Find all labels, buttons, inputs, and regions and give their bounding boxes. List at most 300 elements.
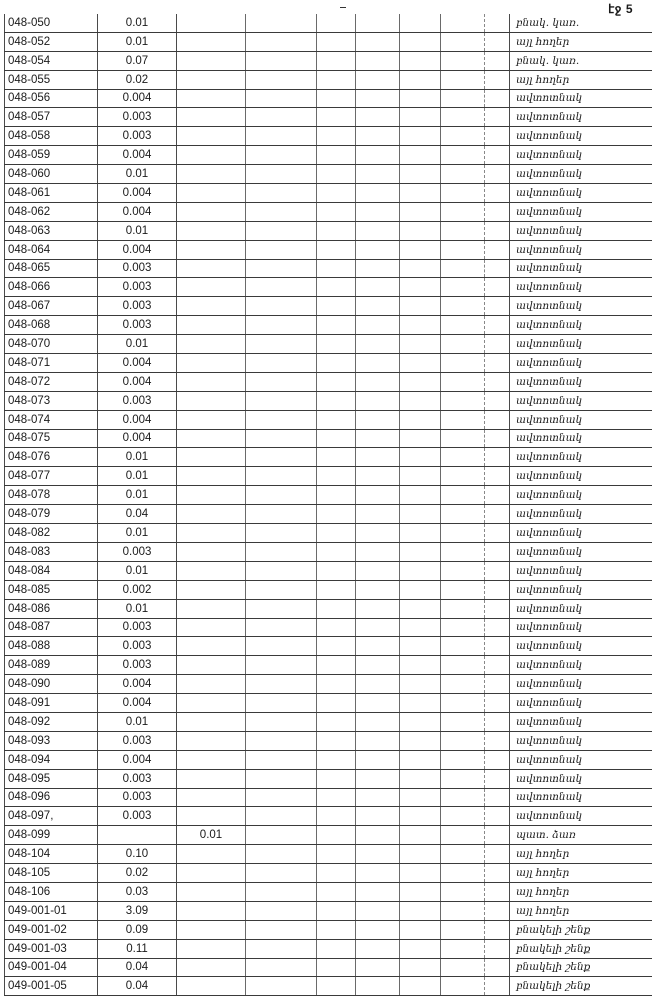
blank-cell <box>317 335 356 354</box>
blank-cell <box>400 826 441 845</box>
land-use-cell: ավտոտնակ <box>510 278 652 297</box>
table-row <box>5 845 652 864</box>
blank-cell <box>441 542 485 561</box>
table-row <box>5 731 652 750</box>
blank-cell <box>441 51 485 70</box>
blank-cell <box>246 202 317 221</box>
table-row <box>5 335 652 354</box>
blank-cell <box>246 240 317 259</box>
blank-cell <box>441 864 485 883</box>
table-row <box>5 599 652 618</box>
blank-cell <box>356 505 400 524</box>
blank-cell <box>400 599 441 618</box>
land-use-cell: ավտոտնակ <box>510 542 652 561</box>
extra-area-cell <box>177 505 246 524</box>
blank-cell <box>485 70 510 89</box>
blank-cell <box>485 32 510 51</box>
blank-cell <box>441 637 485 656</box>
blank-cell <box>356 656 400 675</box>
table-row <box>5 864 652 883</box>
land-use-cell: այլ հողեր <box>510 901 652 920</box>
blank-cell <box>246 127 317 146</box>
blank-cell <box>317 240 356 259</box>
blank-cell <box>246 882 317 901</box>
blank-cell <box>246 769 317 788</box>
area-cell: 0.003 <box>98 618 177 637</box>
blank-cell <box>485 977 510 996</box>
area-cell: 0.003 <box>98 769 177 788</box>
blank-cell <box>485 788 510 807</box>
area-cell: 0.003 <box>98 656 177 675</box>
blank-cell <box>441 146 485 165</box>
blank-cell <box>400 221 441 240</box>
extra-area-cell <box>177 448 246 467</box>
parcel-code-cell: 048-057 <box>5 108 98 127</box>
blank-cell <box>246 259 317 278</box>
blank-cell <box>356 977 400 996</box>
blank-cell <box>400 731 441 750</box>
area-cell <box>98 826 177 845</box>
blank-cell <box>317 920 356 939</box>
blank-cell <box>356 278 400 297</box>
blank-cell <box>485 580 510 599</box>
blank-cell <box>485 127 510 146</box>
blank-cell <box>356 146 400 165</box>
blank-cell <box>441 505 485 524</box>
extra-area-cell <box>177 32 246 51</box>
table-row <box>5 505 652 524</box>
area-cell: 0.003 <box>98 259 177 278</box>
table-row <box>5 32 652 51</box>
table-row <box>5 712 652 731</box>
extra-area-cell <box>177 788 246 807</box>
blank-cell <box>400 391 441 410</box>
blank-cell <box>317 864 356 883</box>
land-use-cell: ավտոտնակ <box>510 429 652 448</box>
land-use-cell: բնակ. կառ. <box>510 51 652 70</box>
blank-cell <box>246 108 317 127</box>
area-cell: 0.01 <box>98 335 177 354</box>
blank-cell <box>317 845 356 864</box>
table-row <box>5 750 652 769</box>
blank-cell <box>400 108 441 127</box>
blank-cell <box>441 524 485 543</box>
area-cell: 0.003 <box>98 788 177 807</box>
parcel-code-cell: 049-001-01 <box>5 901 98 920</box>
extra-area-cell <box>177 750 246 769</box>
table-row <box>5 769 652 788</box>
blank-cell <box>317 524 356 543</box>
extra-area-cell <box>177 221 246 240</box>
blank-cell <box>356 599 400 618</box>
blank-cell <box>400 505 441 524</box>
blank-cell <box>317 448 356 467</box>
blank-cell <box>485 89 510 108</box>
blank-cell <box>246 146 317 165</box>
blank-cell <box>400 901 441 920</box>
table-row <box>5 14 652 32</box>
blank-cell <box>485 901 510 920</box>
blank-cell <box>485 14 510 32</box>
area-cell: 0.004 <box>98 184 177 203</box>
blank-cell <box>441 297 485 316</box>
blank-cell <box>356 864 400 883</box>
blank-cell <box>246 467 317 486</box>
blank-cell <box>356 127 400 146</box>
blank-cell <box>400 165 441 184</box>
land-use-cell: ավտոտնակ <box>510 618 652 637</box>
area-cell: 0.01 <box>98 32 177 51</box>
land-use-cell: ավտոտնակ <box>510 750 652 769</box>
blank-cell <box>441 89 485 108</box>
blank-cell <box>400 429 441 448</box>
table-row <box>5 70 652 89</box>
table-row <box>5 807 652 826</box>
blank-cell <box>317 675 356 694</box>
blank-cell <box>246 51 317 70</box>
area-cell: 0.003 <box>98 127 177 146</box>
blank-cell <box>246 826 317 845</box>
blank-cell <box>485 505 510 524</box>
blank-cell <box>441 127 485 146</box>
blank-cell <box>441 845 485 864</box>
blank-cell <box>400 51 441 70</box>
land-use-cell: ավտոտնակ <box>510 240 652 259</box>
blank-cell <box>400 372 441 391</box>
blank-cell <box>356 845 400 864</box>
extra-area-cell <box>177 70 246 89</box>
blank-cell <box>441 731 485 750</box>
blank-cell <box>317 89 356 108</box>
parcel-code-cell: 048-084 <box>5 561 98 580</box>
parcel-code-cell: 048-088 <box>5 637 98 656</box>
land-use-cell: ավտոտնակ <box>510 202 652 221</box>
blank-cell <box>485 278 510 297</box>
extra-area-cell <box>177 278 246 297</box>
blank-cell <box>441 580 485 599</box>
extra-area-cell <box>177 712 246 731</box>
extra-area-cell <box>177 807 246 826</box>
blank-cell <box>246 864 317 883</box>
area-cell: 0.01 <box>98 165 177 184</box>
area-cell: 0.01 <box>98 486 177 505</box>
blank-cell <box>400 807 441 826</box>
land-use-cell: ավտոտնակ <box>510 146 652 165</box>
blank-cell <box>246 70 317 89</box>
blank-cell <box>356 561 400 580</box>
area-cell: 0.004 <box>98 410 177 429</box>
blank-cell <box>441 939 485 958</box>
land-use-cell: ավտոտնակ <box>510 467 652 486</box>
parcel-code-cell: 048-064 <box>5 240 98 259</box>
parcel-code-cell: 048-105 <box>5 864 98 883</box>
parcel-code-cell: 048-106 <box>5 882 98 901</box>
blank-cell <box>400 524 441 543</box>
blank-cell <box>246 391 317 410</box>
parcel-code-cell: 048-056 <box>5 89 98 108</box>
blank-cell <box>246 278 317 297</box>
blank-cell <box>485 618 510 637</box>
parcel-code-cell: 048-067 <box>5 297 98 316</box>
blank-cell <box>317 939 356 958</box>
blank-cell <box>441 694 485 713</box>
blank-cell <box>356 524 400 543</box>
table-row <box>5 240 652 259</box>
blank-cell <box>246 939 317 958</box>
area-cell: 0.003 <box>98 731 177 750</box>
extra-area-cell <box>177 561 246 580</box>
blank-cell <box>441 467 485 486</box>
extra-area-cell <box>177 14 246 32</box>
blank-cell <box>317 694 356 713</box>
blank-cell <box>356 712 400 731</box>
blank-cell <box>441 807 485 826</box>
land-use-cell: ավտոտնակ <box>510 89 652 108</box>
table-row <box>5 901 652 920</box>
blank-cell <box>485 297 510 316</box>
blank-cell <box>317 826 356 845</box>
area-cell: 0.003 <box>98 108 177 127</box>
blank-cell <box>246 788 317 807</box>
extra-area-cell <box>177 354 246 373</box>
blank-cell <box>441 165 485 184</box>
blank-cell <box>246 410 317 429</box>
blank-cell <box>485 656 510 675</box>
blank-cell <box>441 448 485 467</box>
land-use-cell: այլ հողեր <box>510 32 652 51</box>
blank-cell <box>400 32 441 51</box>
land-use-cell: ավտոտնակ <box>510 127 652 146</box>
area-cell: 0.003 <box>98 316 177 335</box>
blank-cell <box>356 694 400 713</box>
table-row <box>5 391 652 410</box>
blank-cell <box>356 901 400 920</box>
blank-cell <box>400 618 441 637</box>
area-cell: 0.04 <box>98 505 177 524</box>
extra-area-cell <box>177 259 246 278</box>
blank-cell <box>356 637 400 656</box>
area-cell: 0.004 <box>98 675 177 694</box>
blank-cell <box>246 165 317 184</box>
area-cell: 0.004 <box>98 429 177 448</box>
land-use-cell: ավտոտնակ <box>510 372 652 391</box>
blank-cell <box>317 580 356 599</box>
blank-cell <box>485 731 510 750</box>
area-cell: 0.10 <box>98 845 177 864</box>
blank-cell <box>441 618 485 637</box>
blank-cell <box>441 901 485 920</box>
blank-cell <box>485 202 510 221</box>
parcel-code-cell: 048-062 <box>5 202 98 221</box>
table-row <box>5 429 652 448</box>
blank-cell <box>246 712 317 731</box>
table-row <box>5 675 652 694</box>
land-use-cell: ավտոտնակ <box>510 184 652 203</box>
blank-cell <box>441 429 485 448</box>
parcel-code-cell: 048-074 <box>5 410 98 429</box>
extra-area-cell <box>177 165 246 184</box>
table-row <box>5 977 652 996</box>
blank-cell <box>400 184 441 203</box>
blank-cell <box>317 32 356 51</box>
parcel-code-cell: 049-001-02 <box>5 920 98 939</box>
land-use-cell: ավտոտնակ <box>510 599 652 618</box>
parcel-code-cell: 049-001-04 <box>5 958 98 977</box>
blank-cell <box>317 184 356 203</box>
blank-cell <box>400 864 441 883</box>
extra-area-cell <box>177 656 246 675</box>
blank-cell <box>400 958 441 977</box>
blank-cell <box>441 70 485 89</box>
extra-area-cell <box>177 146 246 165</box>
blank-cell <box>317 637 356 656</box>
extra-area-cell <box>177 127 246 146</box>
land-use-cell: բնակ. կառ. <box>510 14 652 32</box>
extra-area-cell <box>177 486 246 505</box>
parcel-code-cell: 048-066 <box>5 278 98 297</box>
area-cell: 0.04 <box>98 958 177 977</box>
blank-cell <box>246 561 317 580</box>
table-row <box>5 127 652 146</box>
blank-cell <box>485 750 510 769</box>
blank-cell <box>400 712 441 731</box>
land-use-cell: ավտոտնակ <box>510 788 652 807</box>
blank-cell <box>246 297 317 316</box>
blank-cell <box>400 656 441 675</box>
parcel-code-cell: 048-068 <box>5 316 98 335</box>
blank-cell <box>356 240 400 259</box>
table-row <box>5 51 652 70</box>
land-use-cell: ավտոտնակ <box>510 656 652 675</box>
blank-cell <box>485 712 510 731</box>
land-use-cell: ավտոտնակ <box>510 769 652 788</box>
blank-cell <box>356 316 400 335</box>
extra-area-cell <box>177 467 246 486</box>
blank-cell <box>400 335 441 354</box>
blank-cell <box>356 769 400 788</box>
blank-cell <box>441 486 485 505</box>
blank-cell <box>356 826 400 845</box>
blank-cell <box>246 675 317 694</box>
land-use-cell: ավտոտնակ <box>510 694 652 713</box>
area-cell: 0.003 <box>98 297 177 316</box>
extra-area-cell <box>177 694 246 713</box>
blank-cell <box>356 184 400 203</box>
blank-cell <box>441 769 485 788</box>
parcel-code-cell: 048-071 <box>5 354 98 373</box>
land-use-cell: ավտոտնակ <box>510 165 652 184</box>
parcel-code-cell: 048-085 <box>5 580 98 599</box>
blank-cell <box>441 561 485 580</box>
blank-cell <box>317 542 356 561</box>
blank-cell <box>317 410 356 429</box>
blank-cell <box>441 410 485 429</box>
blank-cell <box>400 448 441 467</box>
land-use-cell: ավտոտնակ <box>510 712 652 731</box>
blank-cell <box>246 316 317 335</box>
blank-cell <box>246 89 317 108</box>
blank-cell <box>356 618 400 637</box>
blank-cell <box>356 731 400 750</box>
table-body <box>5 14 652 996</box>
blank-cell <box>317 202 356 221</box>
land-use-cell: այլ հողեր <box>510 845 652 864</box>
land-use-cell: ավտոտնակ <box>510 259 652 278</box>
blank-cell <box>400 977 441 996</box>
table-row <box>5 372 652 391</box>
blank-cell <box>356 372 400 391</box>
area-cell: 0.003 <box>98 278 177 297</box>
blank-cell <box>485 448 510 467</box>
extra-area-cell <box>177 882 246 901</box>
table-row <box>5 146 652 165</box>
blank-cell <box>356 202 400 221</box>
parcel-code-cell: 048-091 <box>5 694 98 713</box>
area-cell: 0.003 <box>98 391 177 410</box>
blank-cell <box>485 807 510 826</box>
blank-cell <box>441 221 485 240</box>
blank-cell <box>441 354 485 373</box>
blank-cell <box>356 410 400 429</box>
blank-cell <box>317 259 356 278</box>
blank-cell <box>441 750 485 769</box>
extra-area-cell <box>177 901 246 920</box>
extra-area-cell <box>177 939 246 958</box>
blank-cell <box>246 977 317 996</box>
blank-cell <box>246 599 317 618</box>
land-use-cell: ավտոտնակ <box>510 410 652 429</box>
blank-cell <box>441 656 485 675</box>
blank-cell <box>356 788 400 807</box>
blank-cell <box>485 165 510 184</box>
blank-cell <box>485 467 510 486</box>
blank-cell <box>356 32 400 51</box>
blank-cell <box>317 316 356 335</box>
blank-cell <box>317 467 356 486</box>
area-cell: 0.002 <box>98 580 177 599</box>
land-use-cell: ավտոտնակ <box>510 391 652 410</box>
blank-cell <box>246 845 317 864</box>
blank-cell <box>246 372 317 391</box>
blank-cell <box>485 316 510 335</box>
blank-cell <box>356 391 400 410</box>
land-use-cell: ավտոտնակ <box>510 561 652 580</box>
parcel-code-cell: 048-089 <box>5 656 98 675</box>
blank-cell <box>356 297 400 316</box>
area-cell: 0.04 <box>98 977 177 996</box>
blank-cell <box>317 656 356 675</box>
blank-cell <box>356 580 400 599</box>
area-cell: 0.11 <box>98 939 177 958</box>
area-cell: 0.004 <box>98 202 177 221</box>
blank-cell <box>485 542 510 561</box>
extra-area-cell <box>177 769 246 788</box>
parcel-code-cell: 048-061 <box>5 184 98 203</box>
blank-cell <box>400 920 441 939</box>
blank-cell <box>246 901 317 920</box>
blank-cell <box>400 637 441 656</box>
blank-cell <box>485 826 510 845</box>
parcel-code-cell: 048-092 <box>5 712 98 731</box>
blank-cell <box>441 108 485 127</box>
blank-cell <box>246 580 317 599</box>
blank-cell <box>485 221 510 240</box>
blank-cell <box>317 297 356 316</box>
blank-cell <box>400 146 441 165</box>
extra-area-cell <box>177 637 246 656</box>
area-cell: 0.003 <box>98 637 177 656</box>
parcel-code-cell: 048-076 <box>5 448 98 467</box>
